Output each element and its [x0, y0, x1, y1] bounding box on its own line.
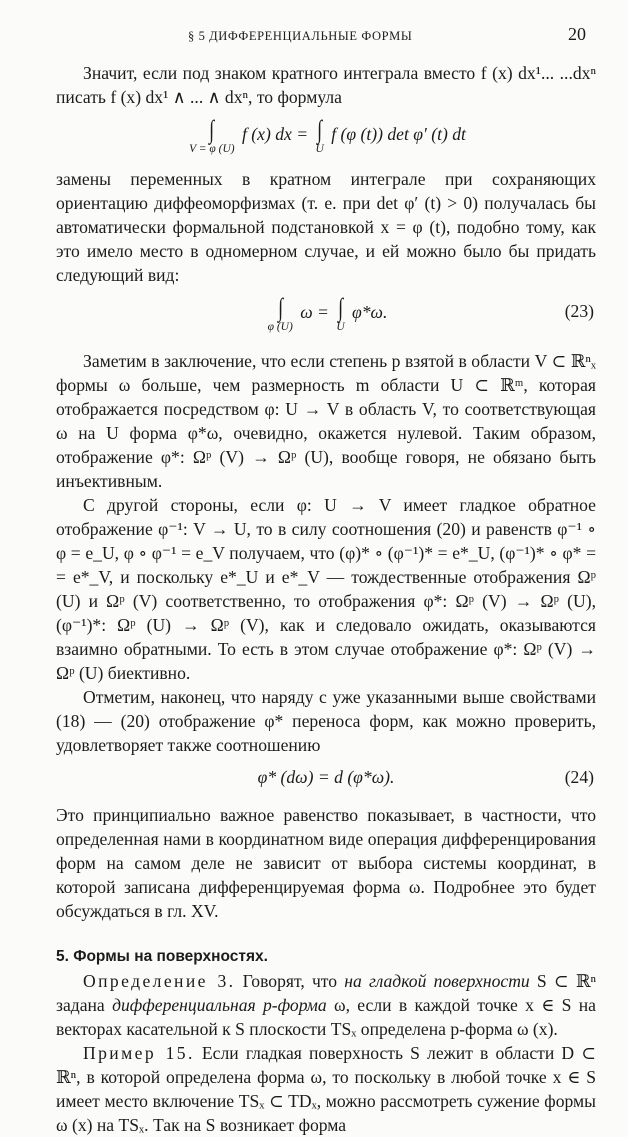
equation-number: (24)	[564, 767, 594, 787]
paragraph-inverse: С другой стороны, если φ: U → V имеет гладкое обратное отображение φ⁻¹: V → U, то в силу соотношения (20) и равенств φ⁻¹ ∘ φ = e_U, φ ∘ φ⁻¹ = e_V получаем, что (φ)* ∘ (φ⁻¹)* = e*_U, (φ⁻¹)* ∘ φ* = = e*_V, и поскольку e*_U и e*_V — тождественные отображения Ωᵖ (U) и Ωᵖ (V) соответственно, то отображения φ*: Ωᵖ (V) → Ωᵖ (U), (φ⁻¹)*: Ωᵖ (U) → Ωᵖ (V), как и следовало ожидать, оказываются взаимно обратными. То есть в этом случае отображение φ*: Ωᵖ (V) → Ωᵖ (U) биективно.	[56, 495, 596, 683]
paragraph-importance: Это принципиально важное равенство показывает, в частности, что определенная нами в координатном виде операция дифференцирования форм на самом деле не зависит от выбора системы координат, в которой записана дифференцируемая форма ω. Подробнее это будет обсуждаться в гл. XV.	[56, 805, 596, 921]
page-number: 20	[568, 24, 586, 44]
integral-sign-right: ∫ U	[336, 293, 345, 333]
section-title: 5. Формы на поверхностях.	[56, 948, 268, 965]
formula-24: φ* (dω) = d (φ*ω). (24)	[257, 767, 594, 787]
equation-number: (23)	[564, 301, 594, 321]
integral-sign-left: ∫ φ (U)	[267, 293, 293, 333]
integral-sign-right: ∫ U	[315, 115, 324, 155]
formula-change-of-variables: ∫ V = φ (U) f (x) dx = ∫ U f (φ (t)) det φ′ (t) dt	[189, 115, 466, 155]
example-label: Пример 15.	[83, 1043, 195, 1063]
paragraph-remark: Заметим в заключение, что если степень p взятой в области V ⊂ ℝⁿₓ формы ω больше, чем размерность m области U ⊂ ℝᵐ, которая отображается посредством φ: U → V в область V, то соответствующая ω на U форма φ*ω, очевидно, окажется нулевой. Таким образом, отображение φ*: Ωᵖ (V) → Ωᵖ (U), вообще говоря, не обязано быть инъективным.	[56, 351, 596, 491]
page-header	[0, 24, 628, 50]
definition-3: Определение 3. Говорят, что на гладкой поверхности S ⊂ ℝⁿ задана дифференциальная p-форма ω, если в каждой точке x ∈ S на векторах касательной к S плоскости TSₓ определена p-форма ω (x).	[56, 971, 596, 1039]
paragraph-intro: Значит, если под знаком кратного интеграла вместо f (x) dx¹... ...dxⁿ писать f (x) dx¹ ∧ ... ∧ dxⁿ, то формула	[56, 63, 596, 107]
paragraph-change-of-variables: замены переменных в кратном интеграле при сохраняющих ориентацию диффеоморфизмах (т. е. при det φ′ (t) > 0) получалась бы автоматически формальной подстановкой x = φ (t), подобно тому, как это имело место в одномерном случае, и ей можно было бы придать следующий вид:	[56, 169, 596, 285]
integral-sign-left: ∫ V = φ (U)	[189, 115, 235, 155]
page-body	[56, 61, 596, 1137]
running-title: § 5 ДИФФЕРЕНЦИАЛЬНЫЕ ФОРМЫ	[188, 29, 413, 43]
definition-label: Определение 3.	[83, 971, 236, 991]
paragraph-property: Отметим, наконец, что наряду с уже указанными выше свойствами (18) — (20) отображение φ* переноса форм, как можно проверить, удовлетворяет также соотношению	[56, 687, 596, 755]
example-15: Пример 15. Если гладкая поверхность S лежит в области D ⊂ ℝⁿ, в которой определена форма ω, то поскольку в любой точке x ∈ S имеет место включение TSₓ ⊂ TDₓ, можно рассмотреть сужение формы ω (x) на TSₓ. Так на S возникает форма	[56, 1043, 596, 1135]
formula-23: ∫ φ (U) ω = ∫ U φ*ω. (23)	[267, 293, 594, 333]
